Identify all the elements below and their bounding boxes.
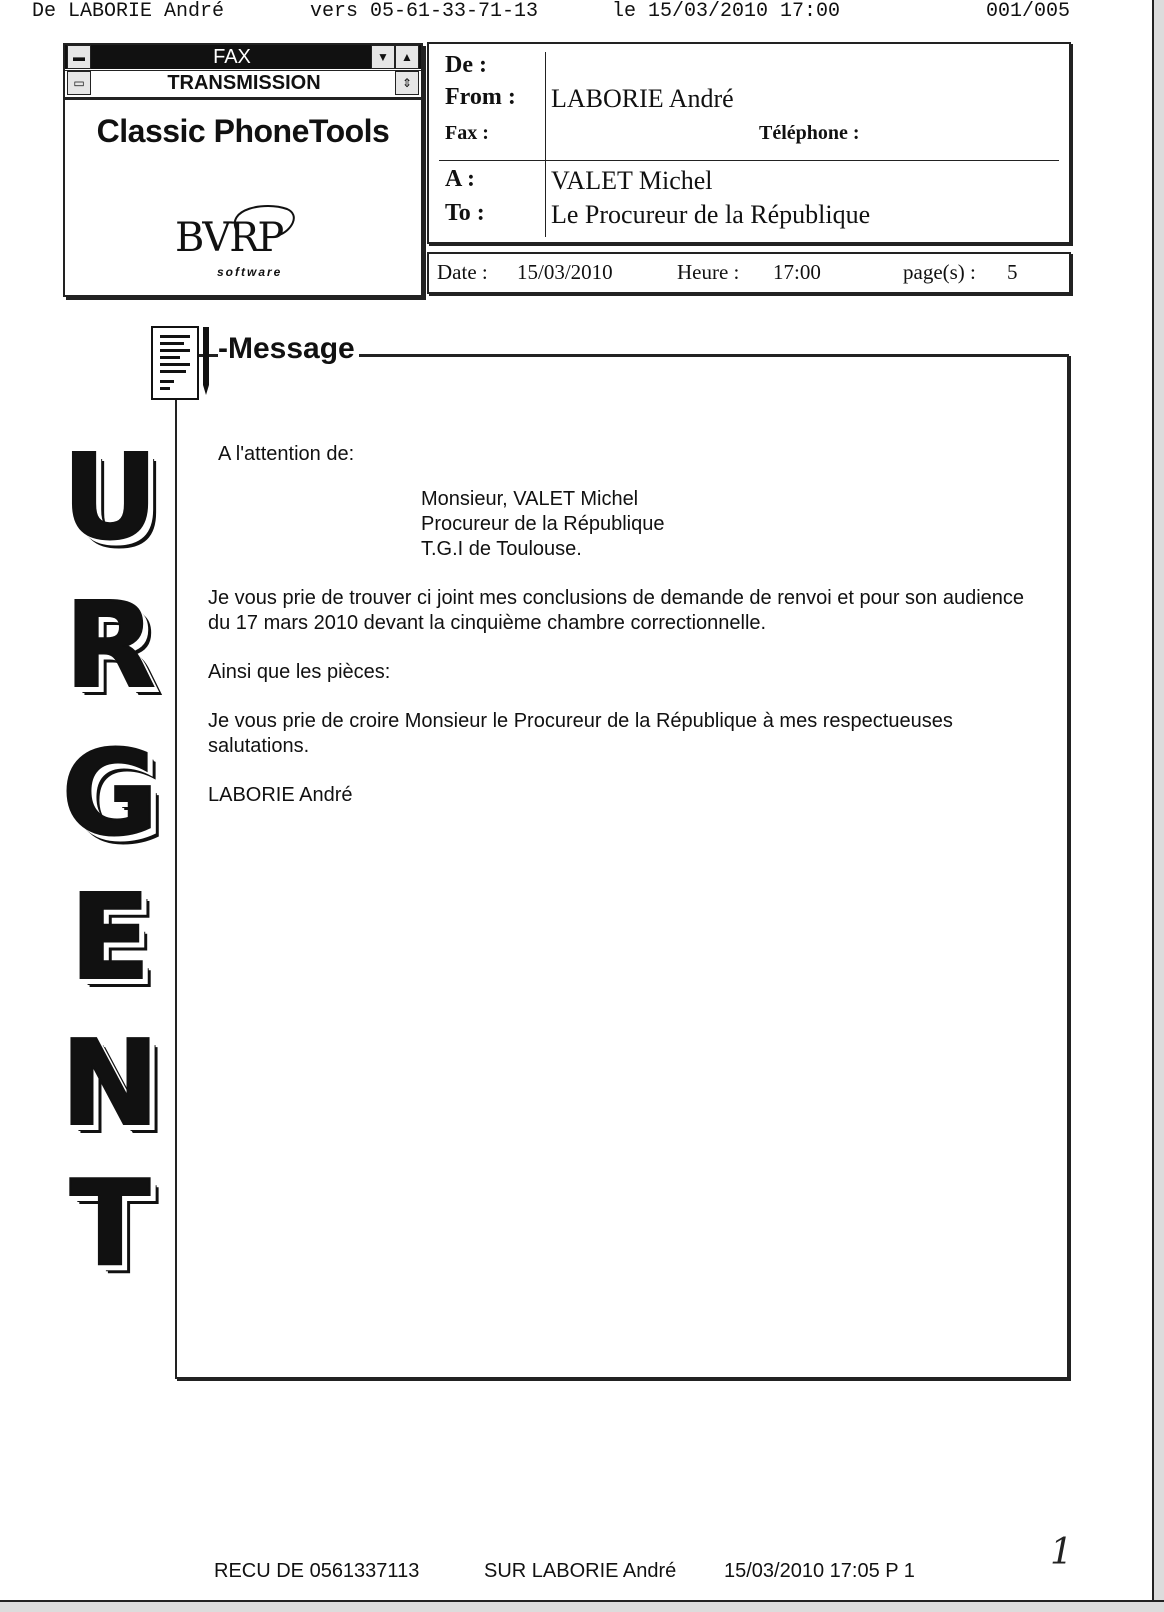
restore-icon: ⇕ (395, 71, 419, 95)
from-label: From : (445, 84, 516, 110)
address-line-title: Procureur de la République (421, 513, 665, 535)
fax-transmission-header (0, 0, 1150, 24)
window-subtitle: TRANSMISSION (167, 72, 321, 94)
address-line-name: Monsieur, VALET Michel (421, 488, 639, 510)
pages-label: page(s) : (903, 260, 976, 284)
window-titlebar (65, 45, 421, 100)
urgent-letter: E (69, 868, 151, 1006)
minimize-icon: ▼ (371, 45, 395, 69)
recipient-title: Le Procureur de la République (551, 200, 871, 229)
window-menu-icon: ▬ (67, 45, 91, 69)
document-pen-icon (150, 325, 212, 403)
a-label: A : (445, 166, 475, 192)
received-from: RECU DE 0561337113 (214, 1560, 420, 1582)
de-label: De : (445, 52, 487, 78)
received-at: 15/03/2010 17:05 P 1 (724, 1560, 915, 1582)
paragraph-closing: Je vous prie de croire Monsieur le Procureur de la République à mes respectueuses salutations. (208, 710, 953, 757)
window-title: FAX (213, 46, 251, 68)
handwritten-page-number: 1 (1050, 1532, 1073, 1573)
page-edge (1152, 0, 1164, 1610)
sender-recipient-box (427, 42, 1071, 244)
urgent-letter: N (60, 1014, 160, 1152)
fax-sent-at: le 15/03/2010 17:00 (612, 0, 841, 23)
urgent-letter: T (69, 1154, 151, 1292)
document-menu-icon: ▭ (67, 71, 91, 95)
urgent-letter: U (62, 428, 158, 566)
reception-footer (0, 1560, 1150, 1588)
maximize-icon: ▲ (395, 45, 419, 69)
urgent-letter: R (64, 576, 156, 714)
fax-software-logo-box (63, 43, 423, 297)
to-label: To : (445, 200, 485, 226)
fax-page-count: 001/005 (986, 0, 1071, 23)
fax-destination: vers 05-61-33-71-13 (310, 0, 539, 23)
time-label: Heure : (677, 260, 740, 284)
date-time-pages-box (427, 252, 1071, 294)
page-edge-bottom (0, 1600, 1164, 1612)
recipient-name: VALET Michel (551, 166, 713, 195)
time-value: 17:00 (773, 260, 821, 284)
address-line-court: T.G.I de Toulouse. (421, 538, 582, 560)
received-by: SUR LABORIE André (484, 1560, 677, 1582)
date-label: Date : (437, 260, 488, 284)
date-value: 15/03/2010 (517, 260, 613, 284)
fax-sender: De LABORIE André (32, 0, 225, 23)
fax-label: Fax : (445, 122, 489, 144)
product-name: Classic PhoneTools (96, 113, 390, 149)
attention-line: A l'attention de: (218, 443, 355, 465)
sender-name: LABORIE André (551, 84, 734, 113)
paragraph-request: Je vous prie de trouver ci joint mes conclusions de demande de renvoi et pour son audience du 17 mars 2010 devant la cinquième chambre correctionnelle. (208, 587, 1025, 634)
urgent-letter: G (61, 724, 159, 862)
telephone-label: Téléphone : (759, 122, 860, 144)
signature: LABORIE André (208, 784, 353, 806)
brand-name: BVRP (175, 215, 283, 261)
paragraph-attachments: Ainsi que les pièces: (208, 661, 391, 683)
message-section-title: -Message (218, 332, 359, 366)
brand-subtitle: software (217, 265, 283, 279)
pages-value: 5 (1007, 260, 1018, 284)
message-body (208, 442, 1038, 808)
